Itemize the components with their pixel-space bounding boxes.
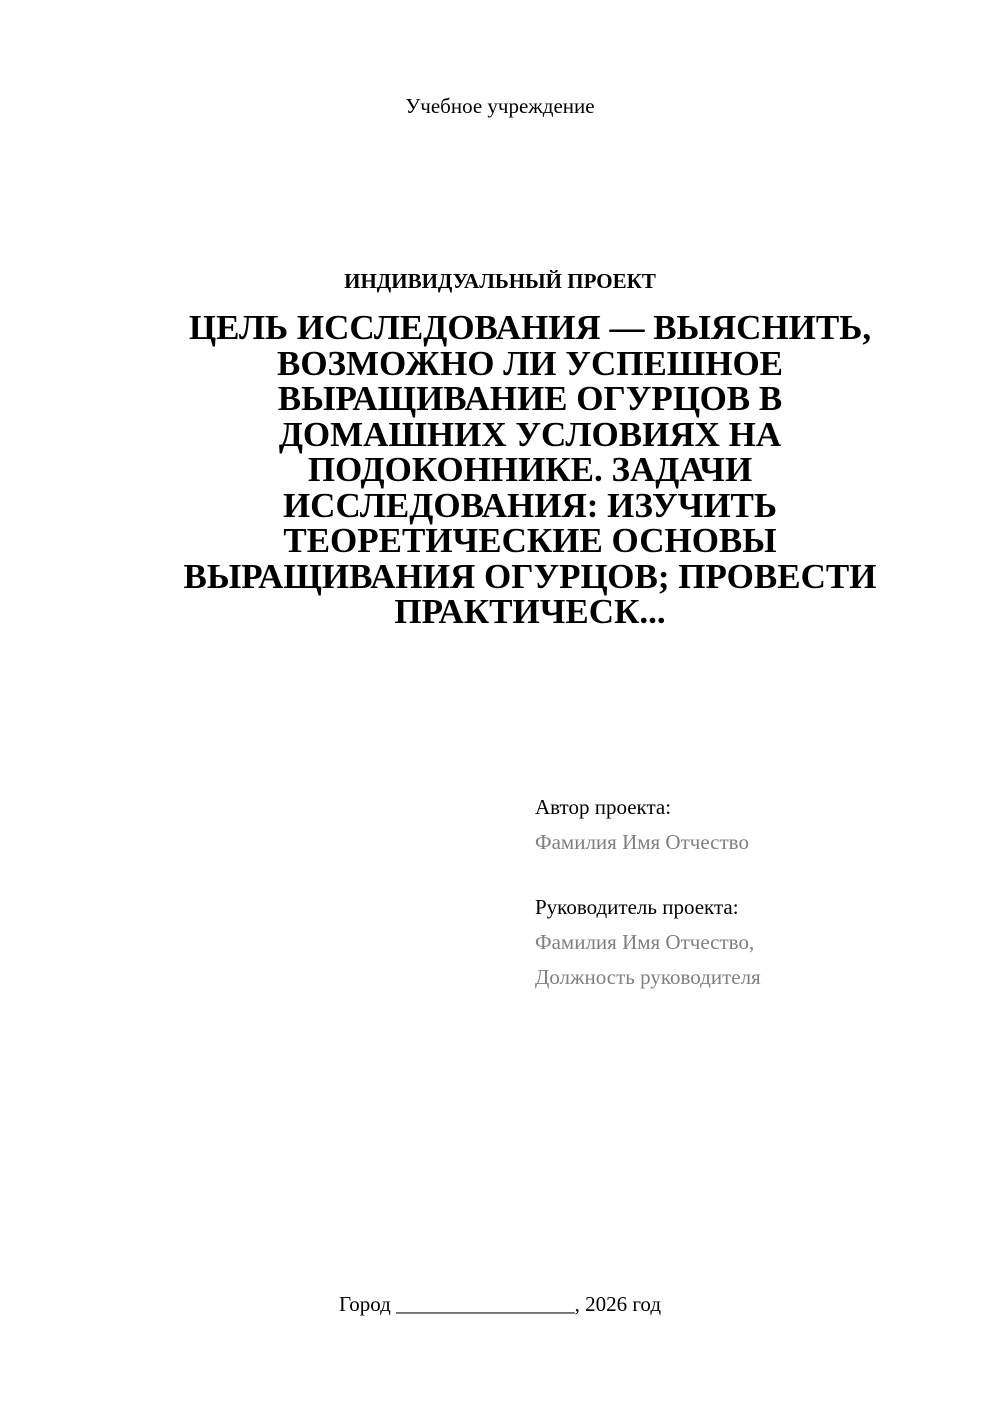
title-line: ВЫРАЩИВАНИЯ ОГУРЦОВ; ПРОВЕСТИ [183,556,877,596]
title-line: ПРАКТИЧЕСК... [394,592,666,631]
city-year-line [0,1291,1000,1317]
title-line: ВЫРАЩИВАНИЕ ОГУРЦОВ В [277,379,783,418]
title-line: ИССЛЕДОВАНИЯ: ИЗУЧИТЬ [282,485,778,525]
year-text: , 2026 год [574,1292,662,1316]
project-title [130,310,930,630]
supervisor-position: Должность руководителя [535,965,761,989]
title-line: ДОМАШНИХ УСЛОВИЯХ НА [278,414,782,454]
supervisor-name: Фамилия Имя Отчество, [535,930,755,954]
title-line: ЦЕЛЬ ИССЛЕДОВАНИЯ — ВЫЯСНИТЬ, [188,308,872,347]
author-label: Автор проекта: [535,795,672,819]
institution-name: Учебное учреждение [405,94,595,118]
title-line: ТЕОРЕТИЧЕСКИЕ ОСНОВЫ [283,521,777,560]
project-type-heading: ИНДИВИДУАЛЬНЫЙ ПРОЕКТ [344,269,656,293]
supervisor-label: Руководитель проекта: [535,895,739,919]
people-block [535,790,965,995]
city-label: Город [338,1292,391,1316]
title-line: ВОЗМОЖНО ЛИ УСПЕШНОЕ [276,343,784,383]
city-blank: _________________ [396,1292,575,1316]
spacer [535,860,965,890]
title-line: ПОДОКОННИКЕ. ЗАДАЧИ [307,450,753,489]
author-name: Фамилия Имя Отчество [535,830,749,854]
